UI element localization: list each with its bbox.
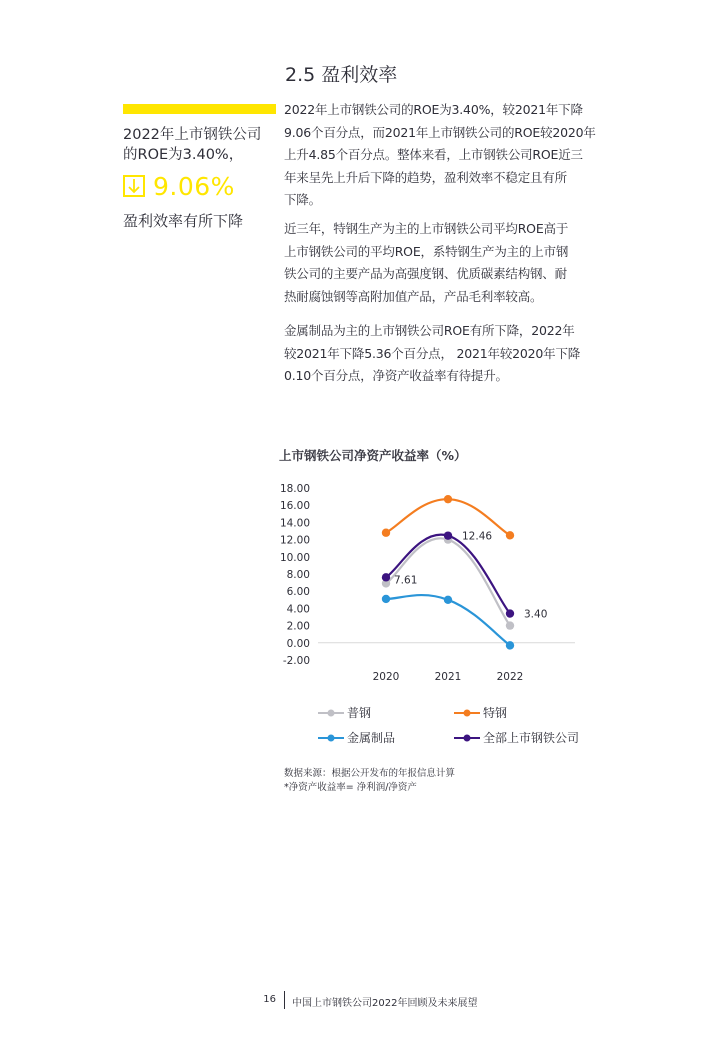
legend-label: 全部上市钢铁公司	[483, 731, 580, 745]
data-point	[444, 596, 452, 604]
data-point	[444, 495, 452, 503]
data-source: 数据来源：根据公开发布的年报信息计算	[284, 768, 456, 779]
data-point	[382, 595, 390, 603]
data-point	[382, 529, 390, 537]
paragraph-line: 2022年上市钢铁公司的ROE为3.40%，较2021年下降	[284, 102, 583, 117]
legend-label: 金属制品	[347, 731, 396, 745]
x-tick-label: 2022	[496, 671, 524, 683]
data-label: 12.46	[462, 530, 493, 543]
data-label: 3.40	[524, 608, 548, 621]
legend-item-tegang	[454, 704, 507, 721]
paragraph-line: 上升4.85个百分点。整体来看，上市钢铁公司ROE近三	[284, 147, 583, 162]
paragraph-line: 上市钢铁公司的平均ROE，系特钢生产为主的上市钢	[284, 243, 569, 259]
paragraph-line: 近三年，特钢生产为主的上市钢铁公司平均ROE高于	[284, 221, 569, 236]
paragraph-line: 较2021年下降5.36个百分点， 2021年较2020年下降	[284, 345, 581, 361]
callout-stat	[123, 171, 235, 201]
footnote: *净资产收益率= 净利润/净资产	[284, 782, 417, 793]
y-tick-label: 0.00	[286, 637, 310, 650]
paragraph-line: 下降。	[284, 192, 321, 207]
paragraph-line: 铁公司的主要产品为高强度钢、优质碳素结构钢、耐	[284, 266, 567, 281]
callout-accent-bar	[123, 104, 276, 114]
y-tick-label: 18.00	[279, 483, 310, 495]
paragraph-line: 热耐腐蚀钢等高附加值产品，产品毛利率较高。	[284, 288, 543, 304]
y-tick-label: 10.00	[279, 551, 310, 564]
legend-marker	[318, 708, 344, 718]
y-tick-label: 12.00	[279, 534, 310, 547]
callout-text-line2: 的ROE为3.40%，	[123, 147, 244, 163]
legend-label: 特钢	[483, 706, 508, 720]
callout-note: 盈利效率有所下降	[123, 212, 244, 230]
y-tick-label: -2.00	[282, 655, 310, 667]
paragraph-line: 金属制品为主的上市钢铁公司ROE有所下降，2022年	[284, 323, 575, 338]
callout-stat-value: 9.06%	[153, 171, 235, 201]
paragraph-3	[284, 320, 604, 388]
data-point	[382, 573, 390, 581]
legend-marker	[318, 733, 344, 743]
x-tick-label: 2021	[434, 671, 462, 683]
y-tick-label: 4.00	[286, 603, 310, 616]
y-tick-label: 14.00	[279, 517, 310, 530]
data-point	[506, 531, 514, 539]
legend-marker	[454, 708, 480, 718]
data-point	[444, 531, 452, 539]
paragraph-line: 年来呈先上升后下降的趋势，盈利效率不稳定且有所	[284, 169, 567, 185]
legend-marker	[454, 733, 480, 743]
data-label: 7.61	[394, 574, 418, 587]
y-tick-label: 6.00	[286, 586, 310, 599]
roe-line-chart	[270, 475, 600, 690]
y-tick-label: 16.00	[279, 500, 310, 513]
chart-title: 上市钢铁公司净资产收益率（%）	[279, 448, 467, 463]
y-tick-label: 8.00	[286, 569, 310, 581]
footer-title: 中国上市钢铁公司2022年回顾及未来展望	[292, 998, 478, 1009]
legend-item-metal-products	[318, 729, 395, 746]
down-arrow-icon	[123, 175, 145, 197]
paragraph-2	[284, 218, 604, 308]
section-title: 2.5 盈利效率	[285, 64, 398, 86]
legend-item-putong	[318, 704, 371, 721]
x-tick-label: 2020	[372, 671, 400, 683]
callout-text-line1: 2022年上市钢铁公司	[123, 127, 262, 143]
footer-divider	[284, 991, 285, 1009]
data-point	[506, 609, 514, 617]
page-number: 16	[263, 994, 276, 1005]
legend-label: 普钢	[347, 706, 372, 720]
y-tick-label: 2.00	[286, 620, 310, 633]
paragraph-line: 0.10个百分点，净资产收益率有待提升。	[284, 368, 508, 383]
paragraph-line: 9.06个百分点，而2021年上市钢铁公司的ROE较2020年	[284, 124, 596, 140]
legend-item-all-companies	[454, 729, 579, 746]
data-point	[506, 641, 514, 649]
data-point	[506, 621, 514, 629]
paragraph-1	[284, 99, 604, 212]
